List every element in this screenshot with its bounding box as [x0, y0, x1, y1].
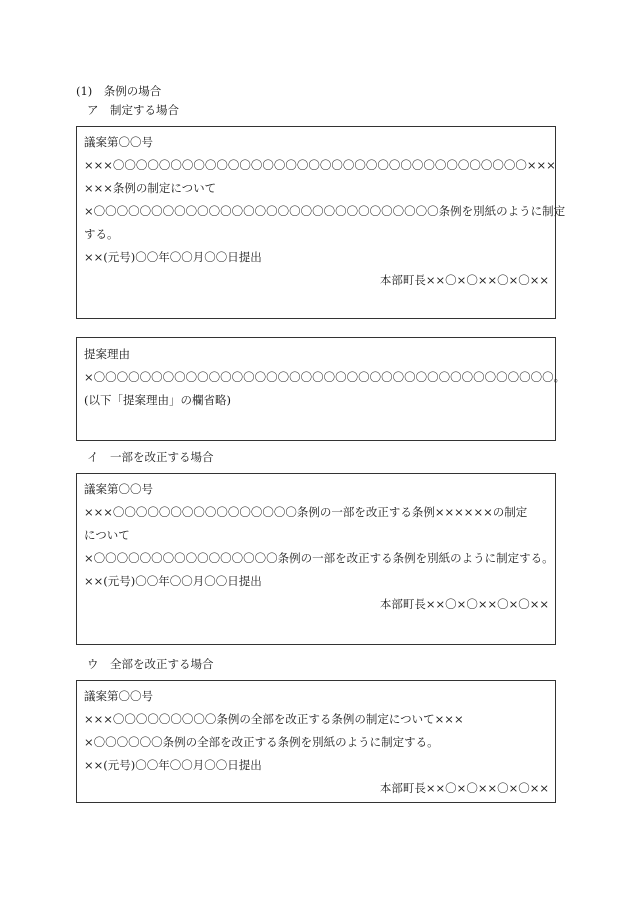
- mayor-signature: 本部町長××〇×〇××〇×〇××: [379, 273, 549, 287]
- submission-date: ××(元号)〇〇年〇〇月〇〇日提出: [84, 758, 262, 772]
- bill-body-line2: する。: [84, 227, 119, 241]
- subsection-title-u: ウ 全部を改正する場合: [87, 657, 214, 671]
- bill-title-line1: ×××〇〇〇〇〇〇〇〇〇〇〇〇〇〇〇〇条例の一部を改正する条例××××××の制定: [84, 505, 528, 519]
- submission-date: ××(元号)〇〇年〇〇月〇〇日提出: [84, 574, 262, 588]
- reason-note: (以下「提案理由」の欄省略): [84, 393, 231, 407]
- bill-title-line2: ×××条例の制定について: [84, 181, 217, 195]
- reason-body: ×〇〇〇〇〇〇〇〇〇〇〇〇〇〇〇〇〇〇〇〇〇〇〇〇〇〇〇〇〇〇〇〇〇〇〇〇〇〇〇〇。: [84, 370, 566, 384]
- bill-title: ×××〇〇〇〇〇〇〇〇〇条例の全部を改正する条例の制定について×××: [84, 712, 464, 726]
- mayor-signature: 本部町長××〇×〇××〇×〇××: [379, 597, 549, 611]
- mayor-signature: 本部町長××〇×〇××〇×〇××: [379, 781, 549, 795]
- bill-number: 議案第〇〇号: [84, 689, 153, 703]
- bill-box-full-amendment: [76, 680, 556, 803]
- reason-heading: 提案理由: [84, 347, 130, 361]
- submission-date: ××(元号)〇〇年〇〇月〇〇日提出: [84, 250, 262, 264]
- bill-body-line1: ×〇〇〇〇〇〇〇〇〇〇〇〇〇〇〇〇〇〇〇〇〇〇〇〇〇〇〇〇〇〇条例を別紙のように制定: [84, 204, 566, 218]
- bill-body: ×〇〇〇〇〇〇条例の全部を改正する条例を別紙のように制定する。: [84, 735, 439, 749]
- bill-title-line1: ×××〇〇〇〇〇〇〇〇〇〇〇〇〇〇〇〇〇〇〇〇〇〇〇〇〇〇〇〇〇〇〇〇〇〇〇〇×××: [84, 158, 556, 172]
- bill-number: 議案第〇〇号: [84, 135, 153, 149]
- bill-box-enactment: [76, 126, 566, 319]
- bill-title-line2: について: [84, 528, 130, 542]
- bill-number: 議案第〇〇号: [84, 482, 153, 496]
- bill-body: ×〇〇〇〇〇〇〇〇〇〇〇〇〇〇〇〇条例の一部を改正する条例を別紙のように制定する。: [84, 551, 554, 565]
- reason-box: [76, 337, 566, 441]
- bill-box-partial-amendment: [76, 473, 556, 645]
- subsection-title-a: ア 制定する場合: [87, 103, 179, 117]
- subsection-title-i: イ 一部を改正する場合: [87, 450, 214, 464]
- section-title: (1) 条例の場合: [76, 84, 162, 98]
